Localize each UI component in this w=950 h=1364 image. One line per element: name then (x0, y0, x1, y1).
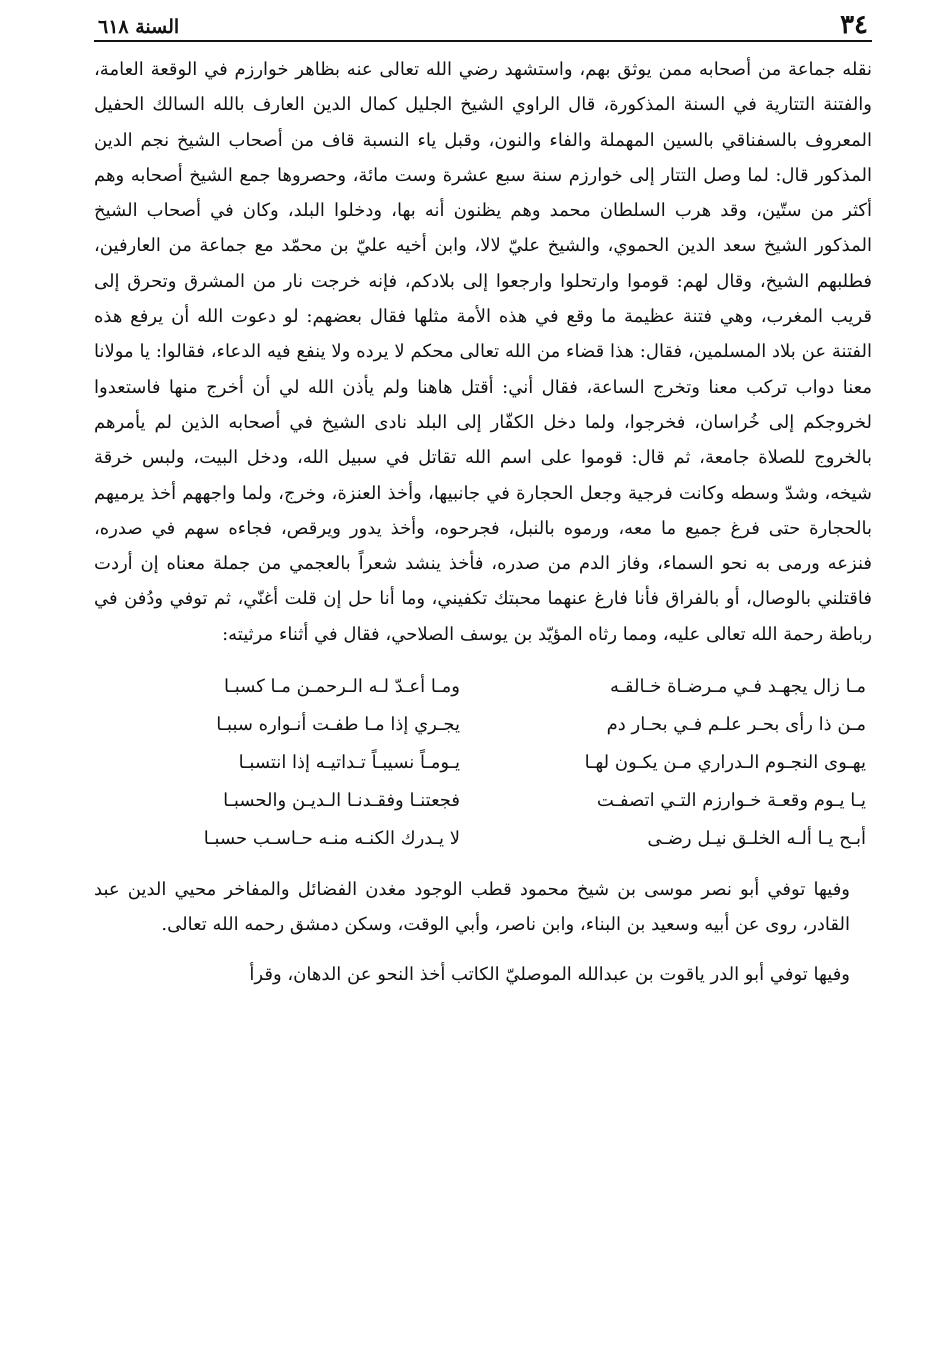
poem-second-hemistich: ومـا أعـدّ لـه الـرحمـن مـا كسبـا (224, 676, 460, 698)
main-paragraph: نقله جماعة من أصحابه ممن يوثق بهم، واستشهد رضي الله تعالى عنه بظاهر خوارزم في الوقعة العامة، والفتنة التتارية في السنة المذكورة، قال الراوي الشيخ الجليل كمال الدين العارف بالله السالك الحفيل المعروف بالسفناقي بالسين المهملة والفاء والنون، وقبل ياء النسبة قاف من أصحاب الشيخ نجم الدين المذكور قال: لما وصل التتار إلى خوارزم سنة سبع عشرة وست مائة، وحصروها جمع الشيخ أصحابه وهم أكثر من ستّين، وقد هرب السلطان محمد وهم يظنون أنه بها، ودخلوا البلد، وكان في أصحاب الشيخ المذكور الشيخ سعد الدين الحموي، والشيخ عليّ لالا، وابن أخيه عليّ بن محمّد مع جماعة من العارفين، فطلبهم الشيخ، وقال لهم: قوموا وارتحلوا وارجعوا إلى بلادكم، فإنه خرجت نار من المشرق وتحرق إلى قريب المغرب، وهي فتنة عظيمة ما وقع في هذه الأمة مثلها فقال بعضهم: لو دعوت الله أن يرفع هذه الفتنة عن بلاد المسلمين، فقال: هذا قضاء من الله تعالى محكم لا يرده ولا ينفع فيه الدعاء، فقالوا: يا مولانا معنا دواب تركب معنا وتخرج الساعة، فقال أني: أقتل هاهنا ولم يأذن الله لي أن أخرج منها فاستعدوا لخروجكم إلى خُراسان، فخرجوا، ولما دخل الكفّار إلى البلد نادى الشيخ في أصحابه الذين لم يأمرهم بالخروج للصلاة جامعة، ثم قال: قوموا على اسم الله تقاتل في سبيل الله، ودخل البيت، ولبس خرقة شيخه، وشدّ وسطه وكانت فرجية وجعل الحجارة في جانبيها، وأخذ العنزة، وخرج، ولما واجههم أخذ يرميهم بالحجارة حتى فرغ جميع ما معه، ورموه بالنبل، فجرحوه، وأخذ يدور ويرقص، فجاءه سهم في صدره، فنزعه ورمى به نحو السماء، وفاز الدم من صدره، فأخذ ينشد شعراً بالعجمي من جملة معناه إن أردت فاقتلني بالوصال، أو بالفراق فأنا فارغ عنهما محبتك تكفيني، وما أنا حل إن قلت أغنّي، ثم توفي ودُفن في رباطة رحمة الله تعالى عليه، ومما رثاه المؤيّد بن يوسف الصلاحي، فقال في أثناء مرثيته: (94, 59, 872, 645)
paragraph-text: وفيها توفي أبو الدر ياقوت بن عبدالله الموصليّ الكاتب أخذ النحو عن الدهان، وقرأ (249, 963, 850, 985)
poem-verse (94, 668, 872, 706)
poem-first-hemistich: يهـوى النجـوم الـدراري مـن يكـون لهـا (584, 752, 866, 774)
poem-verse (94, 706, 872, 744)
poem-verse (94, 782, 872, 820)
poem-second-hemistich: يجـري إذا مـا طفـت أنـواره سببـا (216, 714, 460, 736)
poem-second-hemistich: لا يـدرك الكنـه منـه حـاسـب حسبـا (203, 828, 460, 850)
elegy-poem (94, 668, 872, 858)
poem-first-hemistich: أبـح يـا ألـه الخلـق نيـل رضـى (647, 828, 866, 850)
main-text-block (94, 52, 872, 652)
poem-first-hemistich: مـن ذا رأى بحـر علـم فـي بحـار دم (606, 714, 866, 736)
page-number: ٣٤ (840, 10, 868, 40)
document-page (94, 8, 872, 992)
paragraph-text: وفيها توفي أبو نصر موسى بن شيخ محمود قطب الوجود مغدن الفضائل والمفاخر محيي الدين عبد القادر، روى عن أبيه وسعيد بن البناء، وابن ناصر، وأبي الوقت، وسكن دمشق رحمه الله تعالى. (94, 879, 850, 936)
obituary-paragraph-musa (94, 872, 872, 943)
poem-verse (94, 744, 872, 782)
poem-first-hemistich: مـا زال يجهـد فـي مـرضـاة خـالقـه (609, 676, 866, 698)
page-header (94, 8, 872, 42)
poem-second-hemistich: فجعتنـا وفقـدنـا الـديـن والحسبـا (223, 790, 460, 812)
year-label: السنة ٦١٨ (98, 16, 180, 38)
poem-first-hemistich: يـا يـوم وقعـة خـوارزم التـي اتصفـت (596, 790, 866, 812)
poem-verse (94, 820, 872, 858)
obituary-paragraph-yaqut (94, 957, 872, 992)
poem-second-hemistich: يـومـاً نسيبـاً تـداتيـه إذا انتسبـا (238, 752, 460, 774)
